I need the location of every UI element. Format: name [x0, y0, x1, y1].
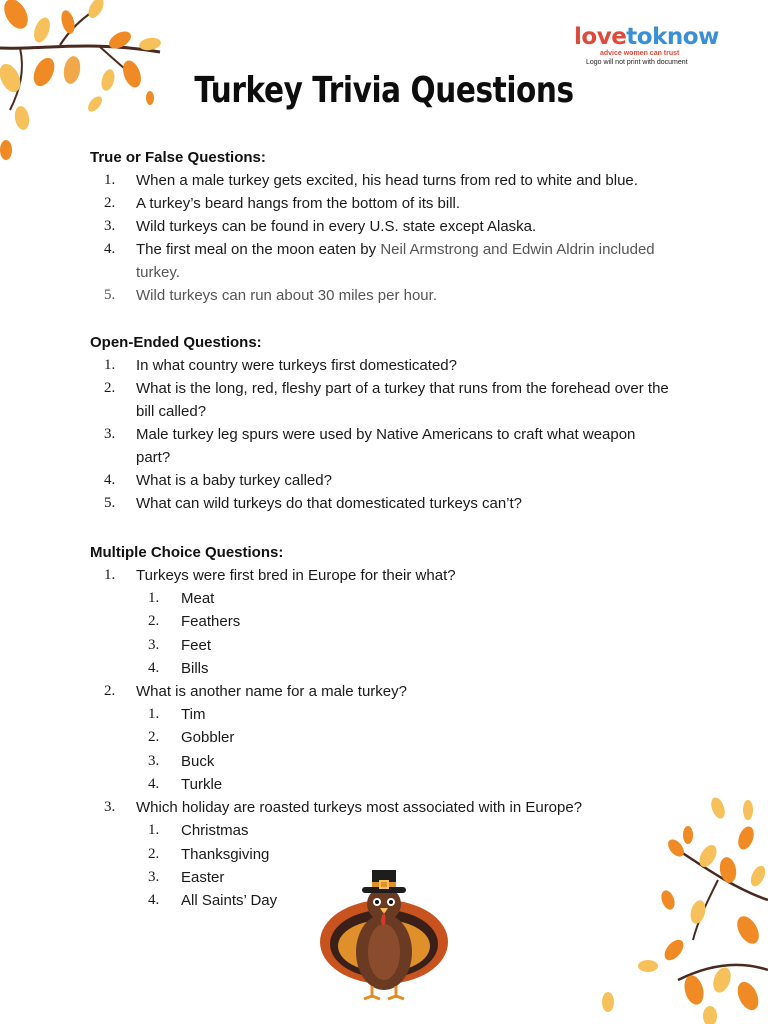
open-ended-section	[90, 331, 690, 515]
answer-option: 2. Thanksgiving	[148, 845, 270, 863]
answer-option: 3. Buck	[148, 752, 215, 770]
list-item: 3. Which holiday are roasted turkeys most associated with in Europe?	[104, 799, 583, 817]
list-item: 2. What is the long, red, fleshy part of a turkey that runs from the forehead over the bill called?	[104, 380, 669, 420]
answer-option: 4. All Saints’ Day	[148, 892, 278, 910]
list-item: 5. Wild turkeys can run about 30 miles per hour.	[104, 287, 437, 304]
answer-option: 2. Gobbler	[148, 729, 235, 747]
page-title: Turkey Trivia Questions	[194, 70, 574, 111]
list-item: 1. In what country were turkeys first domesticated?	[104, 357, 457, 374]
list-item: 5. What can wild turkeys do that domesticated turkeys can’t?	[104, 495, 523, 512]
section-title: True or False Questions:	[90, 149, 266, 166]
section-title: Open-Ended Questions:	[90, 334, 262, 351]
list-item: 4. The first meal on the moon eaten by Neil Armstrong and Edwin Aldrin included turkey.	[104, 241, 655, 281]
answer-option: 1. Meat	[148, 590, 215, 607]
answer-option: 4. Turkle	[148, 776, 223, 794]
list-item: 2. What is another name for a male turkey?	[104, 683, 407, 701]
true-false-section	[90, 146, 690, 307]
logo-print-note: Logo will not print with document	[586, 59, 688, 66]
answer-option: 2. Feathers	[148, 613, 241, 631]
list-item: 3. Wild turkeys can be found in every U.S. state except Alaska.	[104, 218, 537, 235]
turkey-pilgrim-illustration	[316, 852, 452, 1004]
answer-option: 1. Tim	[148, 706, 206, 724]
section-title: Multiple Choice Questions:	[90, 544, 284, 561]
list-item: 2. A turkey’s beard hangs from the bottom of its bill.	[104, 195, 461, 212]
answer-option: 1. Christmas	[148, 822, 249, 840]
answer-option: 4. Bills	[148, 659, 209, 677]
answer-option: 3. Easter	[148, 868, 225, 886]
list-item: 1. When a male turkey gets excited, his head turns from red to white and blue.	[104, 172, 638, 189]
lovetoknow-logo	[574, 24, 719, 67]
answer-option: 3. Feet	[148, 636, 212, 654]
logo-tagline: advice women can trust	[600, 50, 680, 57]
list-item: 4. What is a baby turkey called?	[104, 472, 332, 489]
list-item: 3. Male turkey leg spurs were used by Native Americans to craft what weapon part?	[104, 426, 636, 466]
logo-wordmark: lovetoknow	[574, 24, 719, 50]
list-item: 1. Turkeys were first bred in Europe for their what?	[104, 567, 456, 584]
autumn-branch-bottom-right	[598, 790, 768, 1024]
